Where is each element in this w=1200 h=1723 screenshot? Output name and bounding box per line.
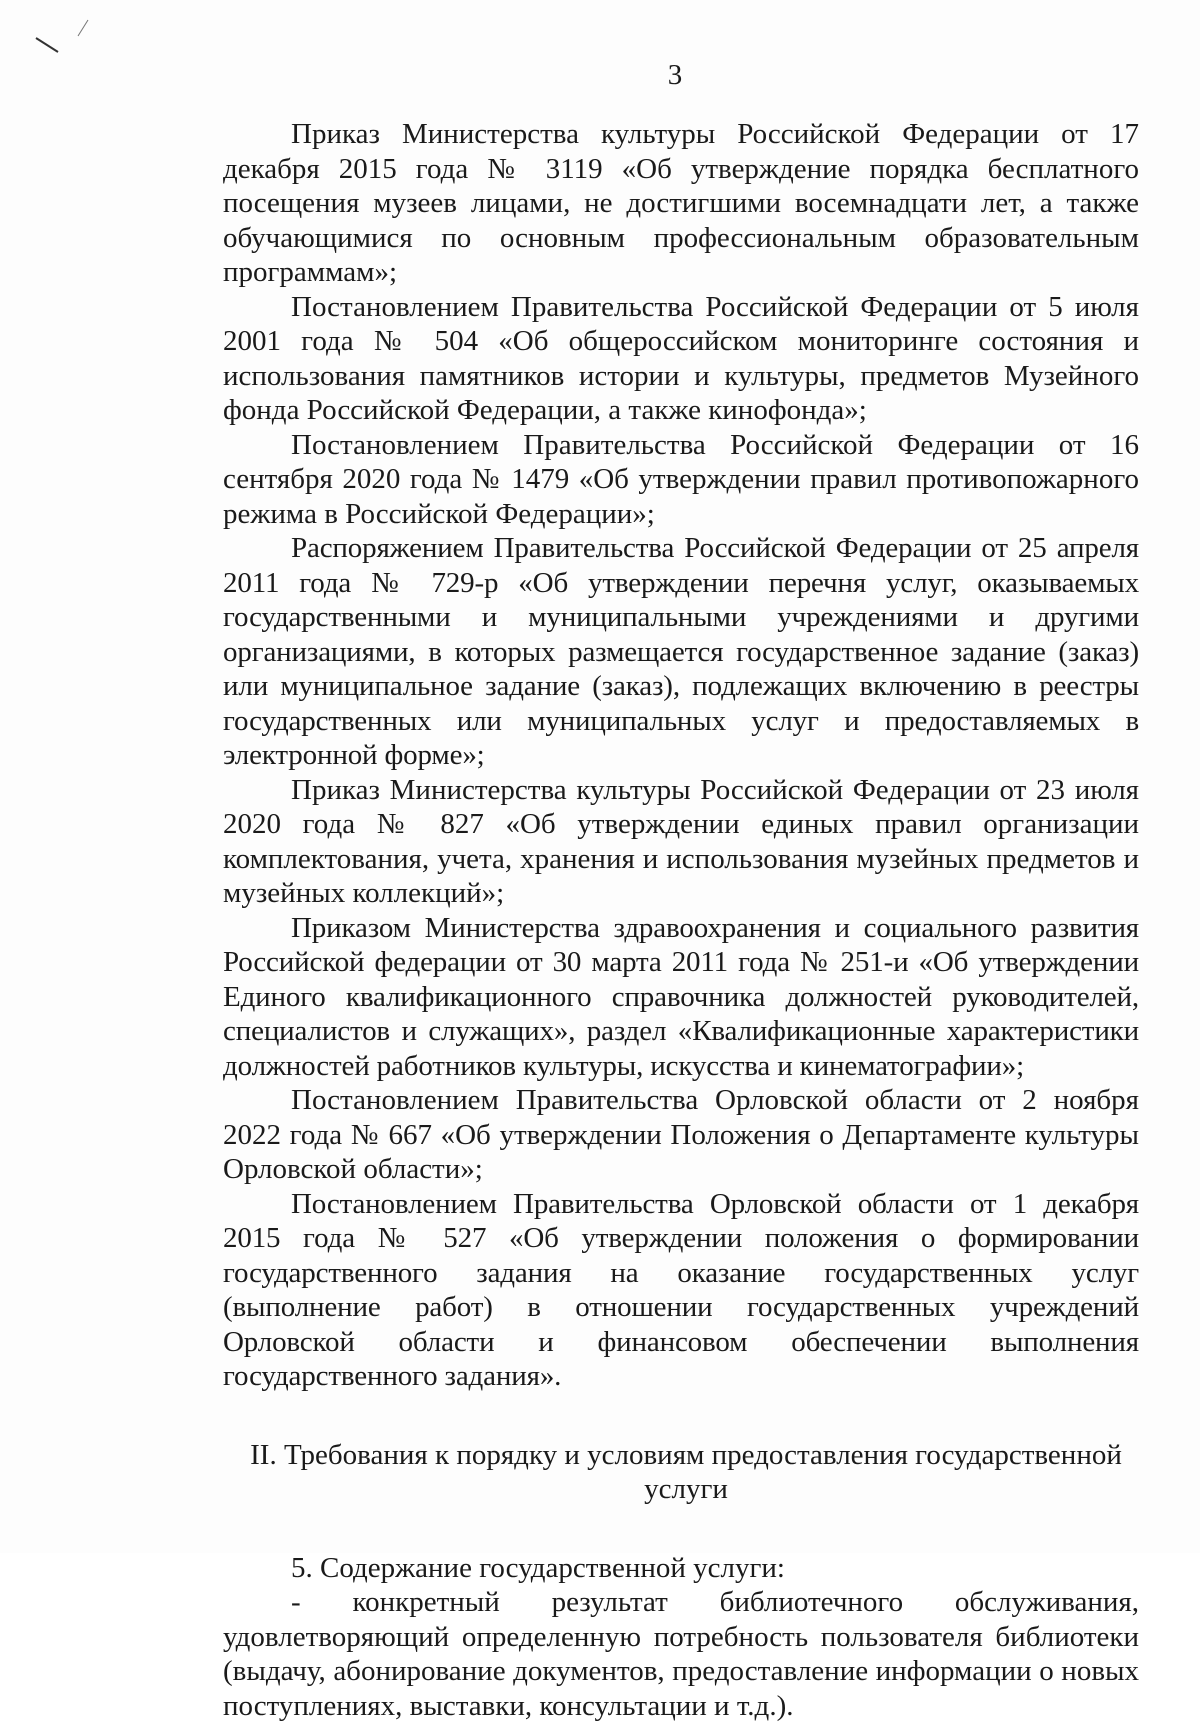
paragraph-6: Приказом Министерства здравоохранения и социального развития Российской федерации от 30 марта 2011 года № 251-и «Об утверждении Единого квалификационного справочника должностей руководителей, специалистов и служащих», раздел «Квалификационные характеристики должностей работников культуры, искусства и кинематографии»; (223, 911, 1139, 1082)
paragraph-1: Приказ Министерства культуры Российской Федерации от 17 декабря 2015 года № 3119 «Об утверждение порядка бесплатного посещения музеев лицами, не достигшими восемнадцати лет, а также обучающимися по основным профессиональным образовательным программам»; (223, 118, 1139, 288)
section-heading-line-1: II. Требования к порядку и условиям предоставления государственной (250, 1438, 1122, 1471)
paragraph-3: Постановлением Правительства Российской Федерации от 16 сентября 2020 года № 1479 «Об утверждении правил противопожарного режима в Российской Федерации»; (223, 428, 1139, 530)
paragraph-4: Распоряжением Правительства Российской Федерации от 25 апреля 2011 года № 729-р «Об утверждении перечня услуг, оказываемых государственными и муниципальными учреждениями и другими организациями, в которых размещается государственное задание (заказ) или муниципальное задание (заказ), подлежащих включению в реестры государственных или муниципальных услуг и предоставляемых в электронной форме»; (223, 532, 1139, 771)
document-body (223, 117, 1139, 1723)
item-5-title: 5. Содержание государственной услуги: (291, 1551, 785, 1584)
page-number: 3 (667, 59, 683, 91)
item-5-bullet: - конкретный результат библиотечного обслуживания, удовлетворяющий определенную потребность пользователя библиотеки (выдачу, абонирование документов, предоставление информации о новых поступлениях, выставки, консультации и т.д.). (223, 1586, 1139, 1722)
paragraph-5: Приказ Министерства культуры Российской Федерации от 23 июля 2020 года № 827 «Об утверждении единых правил организации комплектования, учета, хранения и использования музейных предметов и музейных коллекций»; (223, 773, 1139, 909)
section-heading (223, 1438, 1139, 1507)
section-heading-line-2: услуги (644, 1473, 728, 1505)
paragraph-8: Постановлением Правительства Орловской области от 1 декабря 2015 года № 527 «Об утверждении положения о формировании государственного задания на оказание государственных услуг (выполнение работ) в отношении государственных учреждений Орловской области и финансовом обеспечении выполнения государственного задания». (223, 1187, 1139, 1392)
paragraph-2: Постановлением Правительства Российской Федерации от 5 июля 2001 года № 504 «Об общероссийском мониторинге состояния и использования памятников истории и культуры, предметов Музейного фонда Российской Федерации, а также кинофонда»; (223, 290, 1139, 426)
pen-mark-icon (30, 8, 100, 53)
paragraph-7: Постановлением Правительства Орловской области от 2 ноября 2022 года № 667 «Об утверждении Положения о Департаменте культуры Орловской области»; (223, 1084, 1139, 1185)
